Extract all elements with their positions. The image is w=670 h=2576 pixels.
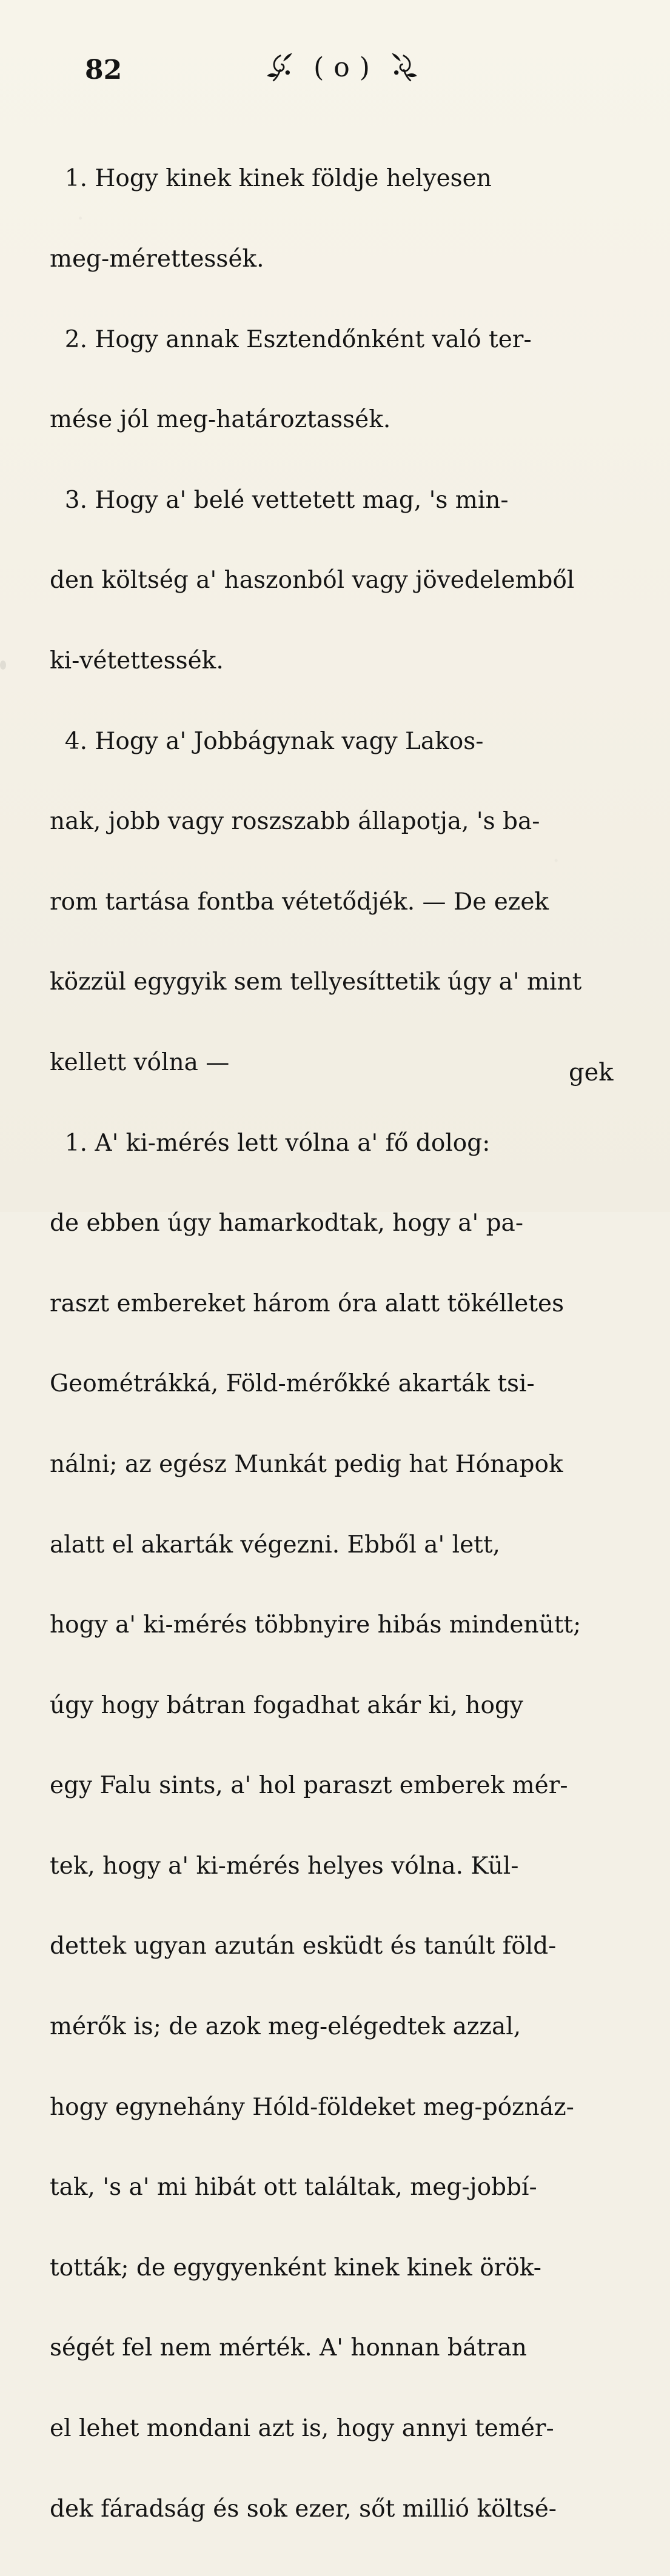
text-line: 1. Hogy kinek kinek földje helyesen [50,165,492,193]
text-line: hogy a' ki-mérés többnyire hibás mindenütt; [50,1611,581,1639]
paper-spot [0,661,6,670]
text-line: mése jól meg-határoztassék. [50,406,391,434]
text-line: tották; de egygyenként kinek kinek örök- [50,2254,541,2281]
catchword: gek [569,1059,614,1087]
text-line: el lehet mondani azt is, hogy annyi temér- [50,2415,554,2443]
text-line: egy Falu sints, a' hol paraszt emberek mér- [50,1772,568,1800]
body-text [50,112,659,2576]
text-line: 3. Hogy a' belé vettetett mag, 's min- [50,486,509,514]
text-line: raszt embereket három óra alatt tökélletes [50,1290,564,1317]
floral-ornament-left-icon [263,51,296,84]
page-header [0,47,670,92]
header-mark: ( o ) [313,52,370,83]
text-line: 1. A' ki-mérés lett vólna a' fő dolog: [50,1129,491,1157]
text-line: ki-vétettessék. [50,647,224,674]
text-line: de ebben úgy hamarkodtak, hogy a' pa- [50,1210,523,1237]
header-center [236,51,448,84]
text-line: rom tartása fontba vétetődjék. — De ezek [50,888,549,916]
text-line: den költség a' haszonból vagy jövedelemből [50,567,575,594]
text-line: közzül egygyik sem tellyesíttetik úgy a' mint [50,968,582,996]
text-line: nálni; az egész Munkát pedig hat Hónapok [50,1450,563,1478]
text-line: ségét fel nem mérték. A' honnan bátran [50,2334,527,2362]
text-line: mérők is; de azok meg-elégedtek azzal, [50,2013,521,2041]
text-line: tek, hogy a' ki-mérés helyes vólna. Kül- [50,1852,519,1880]
text-line: 4. Hogy a' Jobbágynak vagy Lakos- [50,727,484,755]
text-line: dek fáradság és sok ezer, sőt millió költsé- [50,2495,557,2523]
text-line: tak, 's a' mi hibát ott találtak, meg-jobbí- [50,2174,537,2202]
text-line: hogy egynehány Hóld-földeket meg-póznáz- [50,2093,574,2121]
text-line: nak, jobb vagy roszszabb állapotja, 's ba- [50,808,540,836]
page-number: 82 [85,55,122,85]
text-line: meg-mérettessék. [50,245,264,273]
text-line: 2. Hogy annak Esztendőnként való ter- [50,325,532,353]
text-line: Geométrákká, Föld-mérőkké akarták tsi- [50,1370,535,1398]
text-line: alatt el akarták végezni. Ebből a' lett, [50,1531,500,1559]
floral-ornament-right-icon [387,51,421,84]
text-line: kellett vólna — [50,1048,230,1076]
text-line: dettek ugyan azután esküdt és tanúlt föld- [50,1932,557,1960]
text-line: úgy hogy bátran fogadhat akár ki, hogy [50,1691,524,1719]
